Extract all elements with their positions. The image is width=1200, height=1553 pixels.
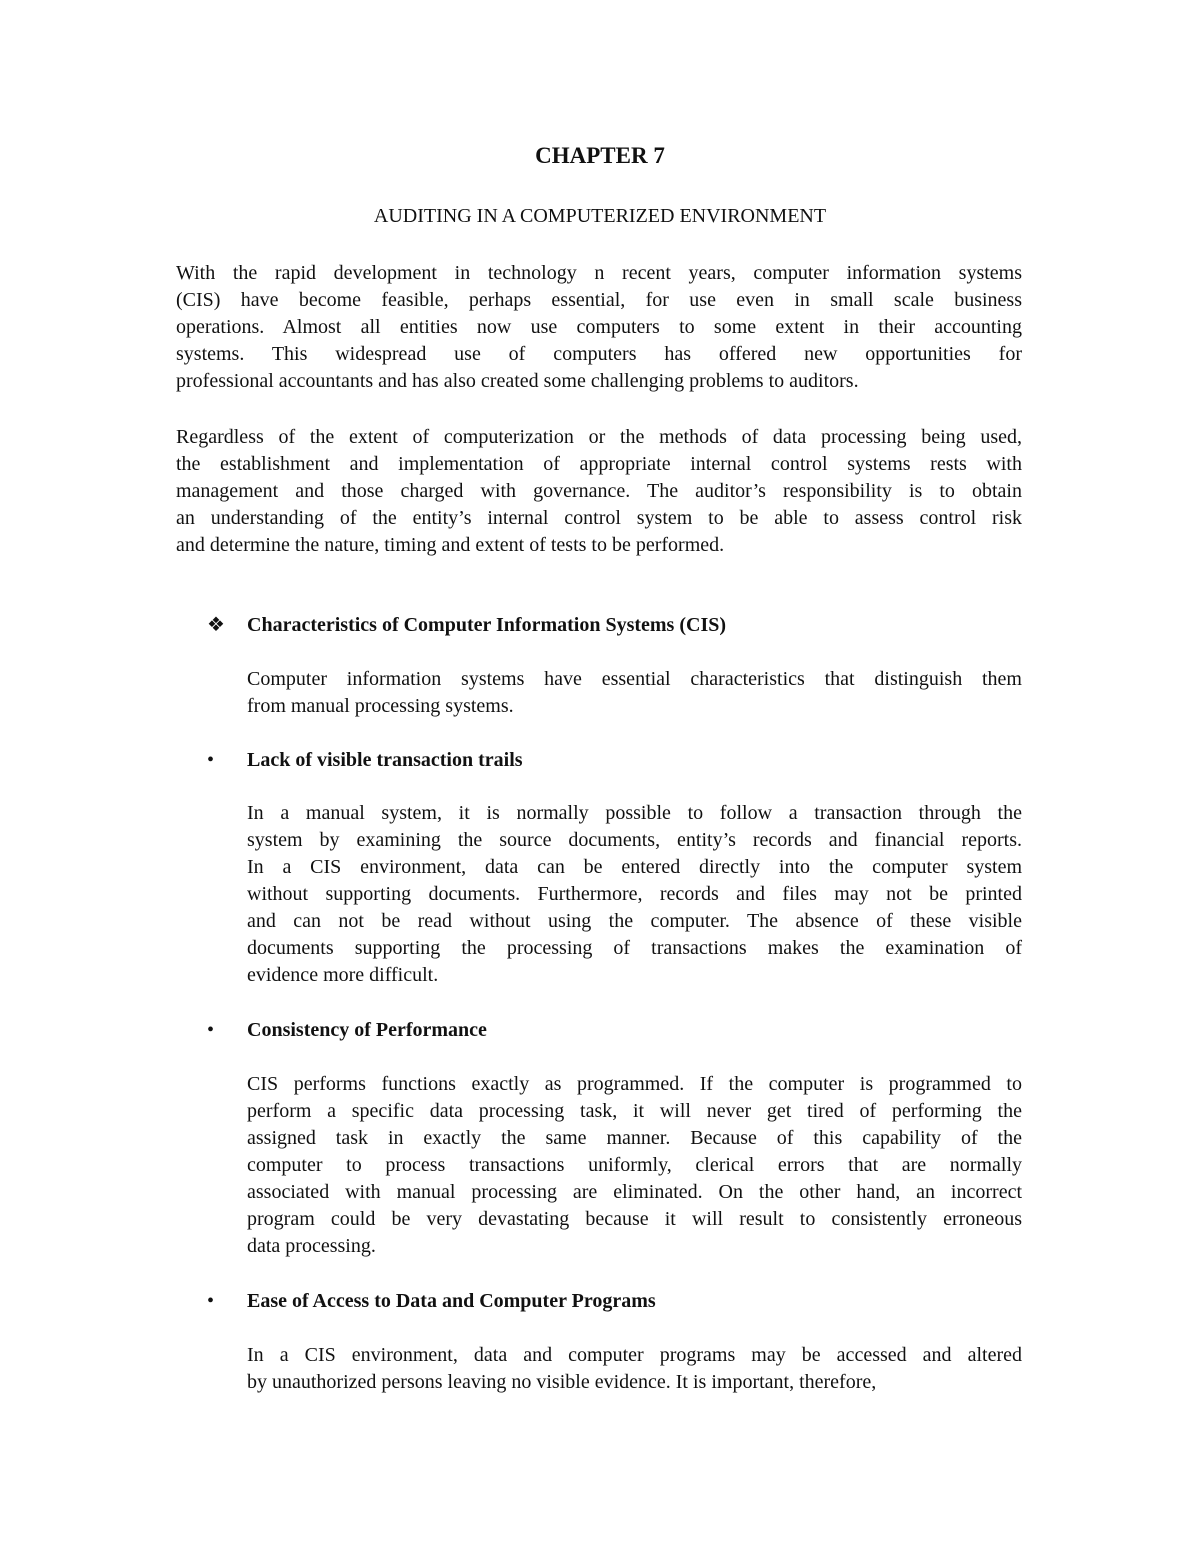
section-heading: Lack of visible transaction trails <box>247 749 523 771</box>
text-line: and determine the nature, timing and extent of tests to be performed. <box>176 534 725 556</box>
chapter-subtitle: AUDITING IN A COMPUTERIZED ENVIRONMENT <box>373 205 827 227</box>
bullet-icon: • <box>207 749 215 771</box>
text-line: and can not be read without using the computer. The absence of these visible <box>247 910 1022 932</box>
text-line: systems. This widespread use of computers has offered new opportunities for <box>176 343 1022 365</box>
text-line: system by examining the source documents, entity’s records and financial reports. <box>247 829 1022 851</box>
chapter-title: CHAPTER 7 <box>535 143 665 168</box>
text-line: program could be very devastating because it will result to consistently erroneous <box>247 1208 1022 1230</box>
text-line: In a CIS environment, data can be entered directly into the computer system <box>247 856 1022 878</box>
diamond-bullet-icon: ❖ <box>207 614 225 636</box>
section-heading: Consistency of Performance <box>247 1019 487 1041</box>
text-line: In a manual system, it is normally possible to follow a transaction through the <box>247 802 1022 824</box>
text-line: Regardless of the extent of computerization or the methods of data processing being used, <box>176 426 1022 448</box>
paragraph <box>247 800 1022 989</box>
text-line: from manual processing systems. <box>247 695 514 717</box>
text-line: an understanding of the entity’s internal control system to be able to assess control risk <box>176 507 1022 529</box>
paragraph <box>176 260 1022 395</box>
text-line: computer to process transactions uniformly, clerical errors that are normally <box>247 1154 1022 1176</box>
paragraph <box>247 666 1022 720</box>
text-line: by unauthorized persons leaving no visible evidence. It is important, therefore, <box>247 1371 877 1393</box>
text-line: CIS performs functions exactly as programmed. If the computer is programmed to <box>247 1073 1022 1095</box>
text-line: without supporting documents. Furthermore, records and files may not be printed <box>247 883 1022 905</box>
text-line: (CIS) have become feasible, perhaps essential, for use even in small scale business <box>176 289 1022 311</box>
bullet-icon: • <box>207 1019 215 1041</box>
text-line: perform a specific data processing task, it will never get tired of performing the <box>247 1100 1022 1122</box>
text-line: operations. Almost all entities now use computers to some extent in their accounting <box>176 316 1022 338</box>
text-line: assigned task in exactly the same manner. Because of this capability of the <box>247 1127 1022 1149</box>
text-line: the establishment and implementation of appropriate internal control systems rests with <box>176 453 1022 475</box>
text-line: data processing. <box>247 1235 376 1257</box>
text-line: evidence more difficult. <box>247 964 439 986</box>
text-line: With the rapid development in technology n recent years, computer information systems <box>176 262 1022 284</box>
bullet-icon: • <box>207 1290 215 1312</box>
text-line: In a CIS environment, data and computer programs may be accessed and altered <box>247 1344 1022 1366</box>
text-line: Computer information systems have essential characteristics that distinguish them <box>247 668 1022 690</box>
paragraph <box>247 1342 1022 1396</box>
text-line: documents supporting the processing of transactions makes the examination of <box>247 937 1022 959</box>
text-line: management and those charged with governance. The auditor’s responsibility is to obtain <box>176 480 1022 502</box>
section-heading: Characteristics of Computer Information Systems (CIS) <box>247 614 727 636</box>
section-heading: Ease of Access to Data and Computer Programs <box>247 1290 656 1312</box>
paragraph <box>247 1071 1022 1260</box>
text-line: professional accountants and has also created some challenging problems to auditors. <box>176 370 859 392</box>
text-line: associated with manual processing are eliminated. On the other hand, an incorrect <box>247 1181 1022 1203</box>
paragraph <box>176 424 1022 559</box>
